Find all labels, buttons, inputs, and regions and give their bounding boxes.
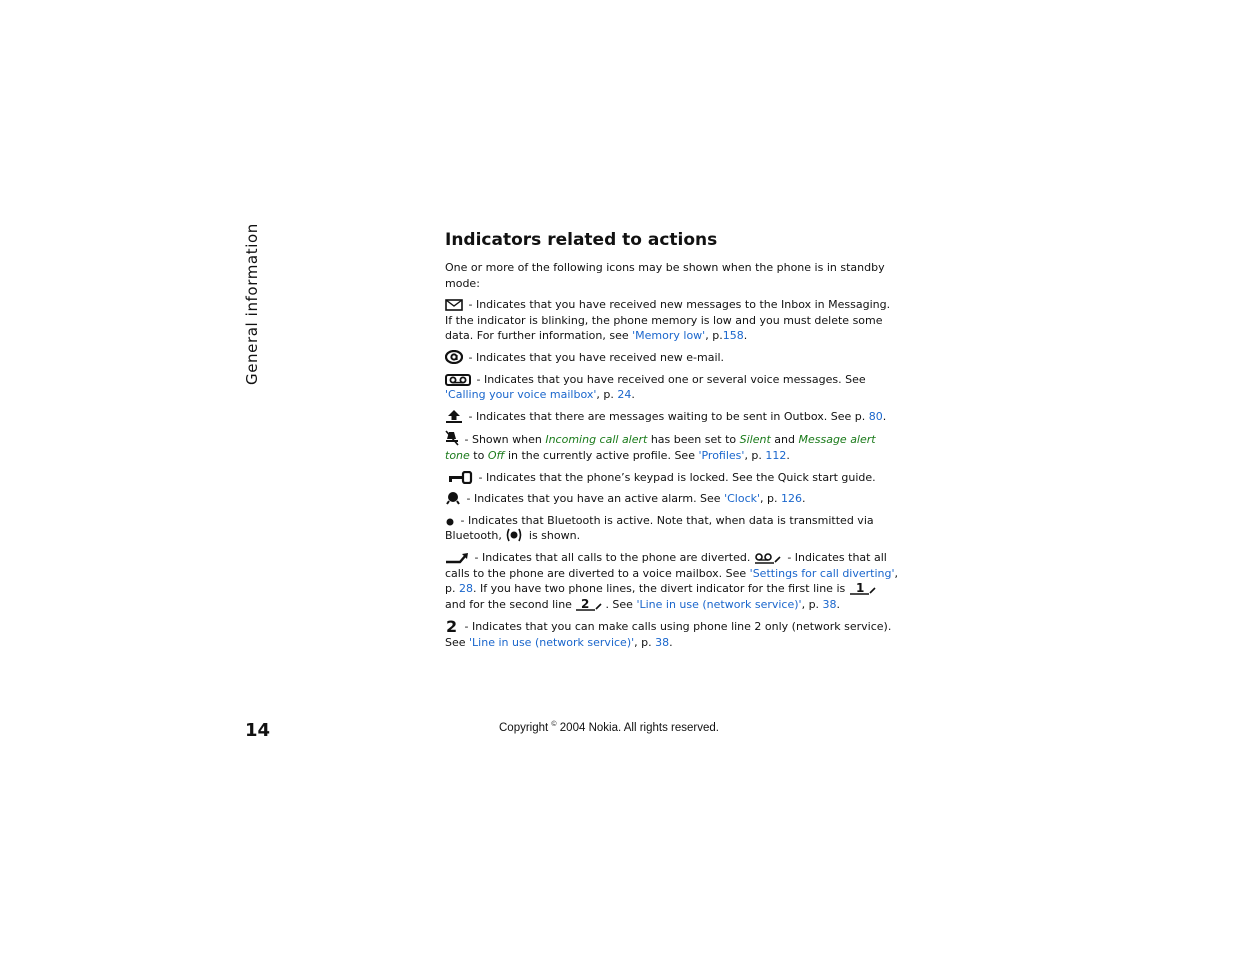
link-page-38-2[interactable]: 38 [655, 635, 670, 649]
svg-text:2: 2 [581, 597, 590, 611]
indicator-line-2: 2 - Indicates that you can make calls using phone line 2 only (network service). See 'Line in use (network service)', p. 38. [445, 618, 892, 649]
svg-text:2: 2 [446, 618, 458, 634]
link-line-in-use[interactable]: 'Line in use (network service)' [636, 597, 802, 611]
page-content [445, 229, 900, 656]
indicator-messages: - Indicates that you have received new messages to the Inbox in Messaging. If the indicator is blinking, the phone memory is low and you must delete some data. For further information, see 'Memory low', p.158. [445, 298, 891, 343]
section-side-title: General information [243, 223, 261, 385]
indicator-voice-message: - Indicates that you have received one or several voice messages. See 'Calling your voice mailbox', p. 24. [445, 372, 866, 402]
silent-bell-icon [445, 430, 459, 446]
indicator-email: - Indicates that you have received new e-mail. [445, 350, 900, 366]
link-page-24[interactable]: 24 [617, 388, 632, 402]
outbox-icon [445, 409, 463, 423]
envelope-icon [445, 299, 463, 311]
divert-line-2-icon [575, 598, 603, 611]
link-page-80[interactable]: 80 [868, 409, 883, 423]
key-lock-icon [445, 471, 473, 484]
bluetooth-transmitting-icon [505, 528, 523, 542]
indicator-silent: - Shown when Incoming call alert has been set to Silent and Message alert tone to Off in the currently active profile. See 'Profiles', p. 112. [445, 430, 900, 463]
line-2-icon [445, 618, 459, 633]
indicator-alarm: - Indicates that you have an active alarm. See 'Clock', p. 126. [445, 491, 900, 507]
link-page-158[interactable]: 158 [722, 329, 744, 343]
alarm-clock-icon [445, 491, 461, 505]
indicator-outbox: - Indicates that there are messages waiting to be sent in Outbox. See p. 80. [445, 409, 900, 425]
intro-text: One or more of the following icons may be shown when the phone is in standby mode: [445, 261, 885, 290]
page-heading: Indicators related to actions [445, 230, 718, 250]
link-memory-low[interactable]: 'Memory low' [632, 329, 706, 343]
voice-message-icon [445, 374, 471, 386]
link-clock[interactable]: 'Clock' [724, 492, 761, 506]
link-page-28[interactable]: 28 [458, 582, 473, 596]
svg-text:1: 1 [855, 582, 865, 596]
copyright-notice: Copyright © 2004 Nokia. All rights reserved. [499, 721, 719, 734]
link-calling-voice-mailbox[interactable]: 'Calling your voice mailbox' [445, 388, 597, 402]
indicator-bluetooth: - Indicates that Bluetooth is active. Note that, when data is transmitted via Bluetooth, is shown. [445, 513, 874, 543]
divert-icon [445, 552, 469, 564]
link-page-112[interactable]: 112 [765, 448, 787, 462]
link-line-in-use-2[interactable]: 'Line in use (network service)' [469, 635, 635, 649]
at-sign-icon [445, 350, 463, 364]
divert-voicemail-icon [754, 552, 782, 564]
divert-line-1-icon [849, 582, 877, 595]
link-page-126[interactable]: 126 [780, 492, 802, 506]
indicator-keypad-lock: - Indicates that the phone’s keypad is locked. See the Quick start guide. [445, 470, 900, 486]
link-profiles[interactable]: 'Profiles' [698, 448, 745, 462]
bluetooth-icon [445, 515, 455, 527]
page-number: 14 [245, 720, 271, 741]
link-page-38[interactable]: 38 [822, 597, 837, 611]
link-settings-call-diverting[interactable]: 'Settings for call diverting' [749, 566, 895, 580]
indicator-divert: - Indicates that all calls to the phone are diverted. - Indicates that all calls to the phone are diverted to a voice mailbox. See 'Settings for call diverting', p. 28. If you have two phone lines, the divert indicator for the first line is 1 and for the second line 2 . See 'Line in use (network service)', p. 38. [445, 550, 899, 611]
